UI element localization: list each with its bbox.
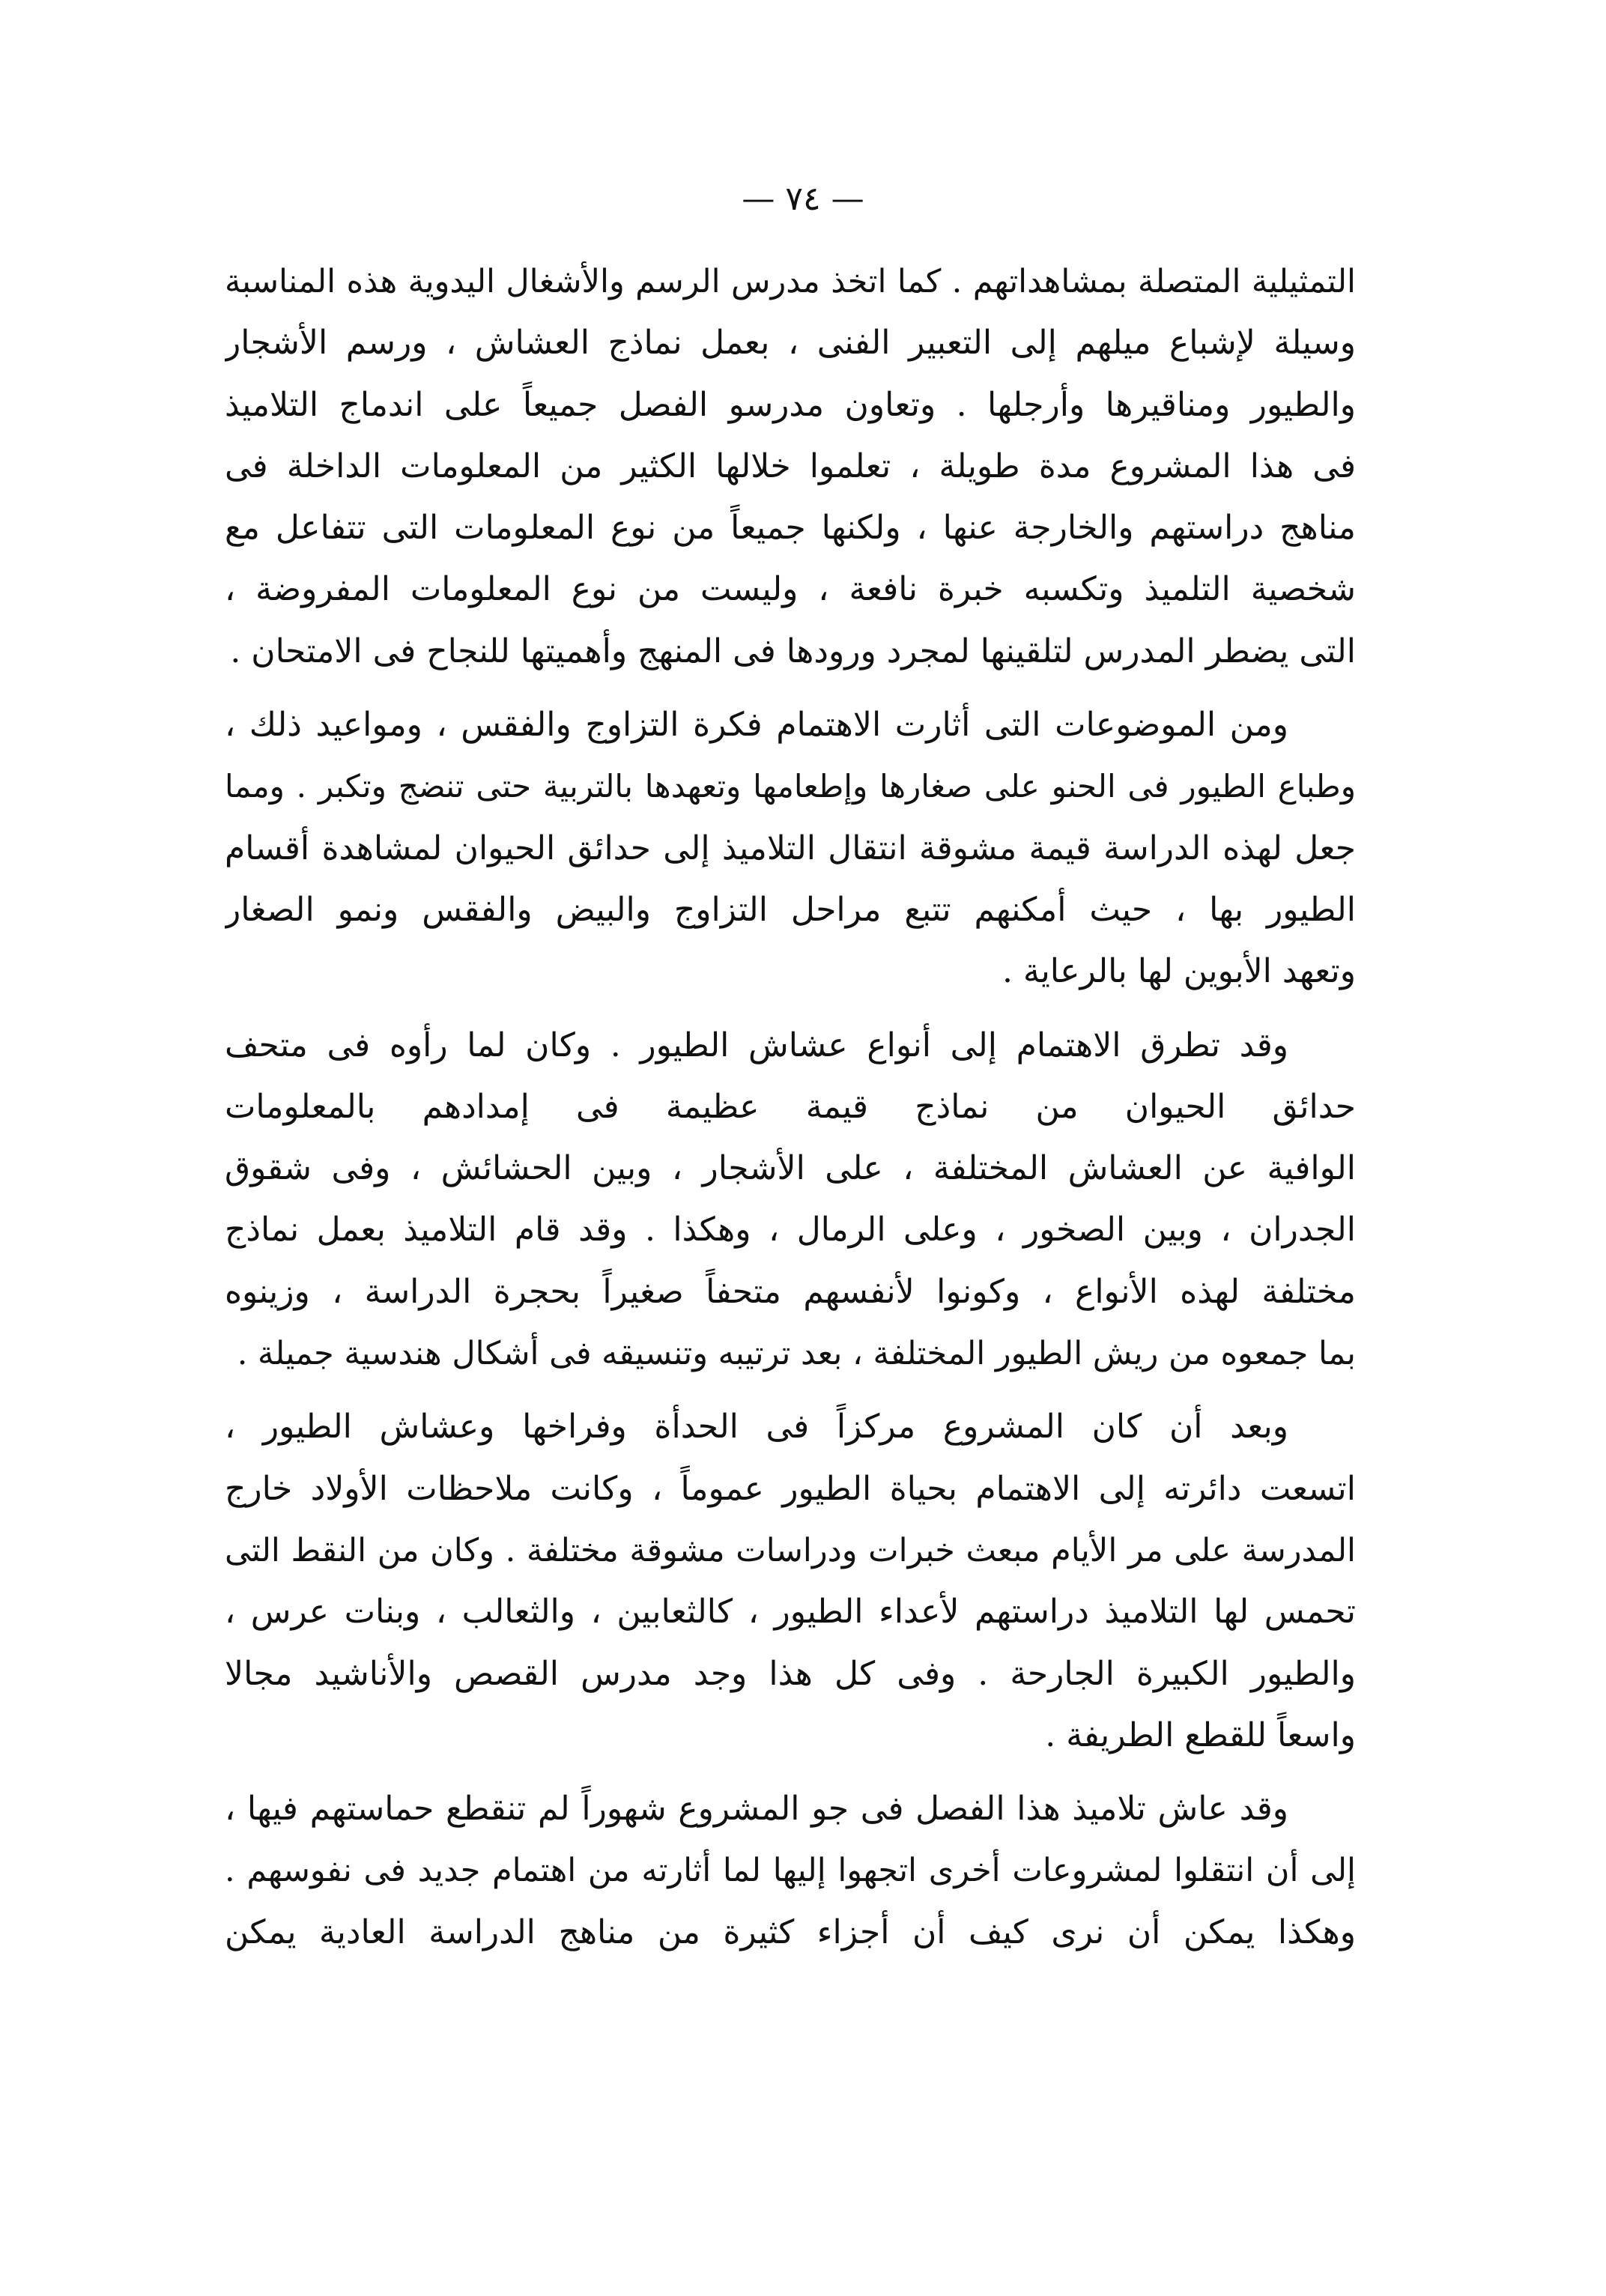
- text-line: التمثيلية المتصلة بمشاهداتهم . كما اتخذ مدرس الرسم والأشغال اليدوية هذه المناسبة: [225, 263, 1356, 300]
- paragraph-2: [225, 694, 1356, 1002]
- text-line: المدرسة على مر الأيام مبعث خبرات ودراسات مشوقة مختلفة . وكان من النقط التى: [225, 1531, 1356, 1569]
- text-line: وتعهد الأبوين لها بالرعاية .: [1002, 952, 1356, 991]
- text-line: التى يضطر المدرس لتلقينها لمجرد ورودها فى المنهج وأهميتها للنجاح فى الامتحان .: [230, 631, 1356, 670]
- text-line: وقد تطرق الاهتمام إلى أنواع عشاش الطيور . وكان لما رأوه فى متحف: [225, 1026, 1288, 1064]
- text-line: والطيور الكبيرة الجارحة . وفى كل هذا وجد مدرس القصص والأناشيد مجالا: [225, 1654, 1356, 1693]
- text-line: ومن الموضوعات التى أثارت الاهتمام فكرة التزاوج والفقس ، ومواعيد ذلك ،: [225, 706, 1288, 745]
- text-line: وطباع الطيور فى الحنو على صغارها وإطعامها وتعهدها بالتربية حتى تنضج وتكبر . ومما: [225, 768, 1356, 805]
- text-line: جعل لهذه الدراسة قيمة مشوقة انتقال التلاميذ إلى حدائق الحيوان لمشاهدة أقسام: [225, 829, 1356, 867]
- text-line: إلى أن انتقلوا لمشروعات أخرى اتجهوا إليها لما أثارته من اهتمام جديد فى نفوسهم .: [225, 1852, 1356, 1890]
- text-line: بما جمعوه من ريش الطيور المختلفة ، بعد ترتيبه وتنسيقه فى أشكال هندسية جميلة .: [237, 1335, 1356, 1373]
- text-line: الوافية عن العشاش المختلفة ، على الأشجار ، وبين الحشائش ، وفى شقوق: [225, 1149, 1356, 1188]
- text-line: مناهج دراستهم والخارجة عنها ، ولكنها جميعاً من نوع المعلومات التى تتفاعل مع: [225, 509, 1356, 548]
- paragraph-5: [225, 1778, 1356, 1963]
- text-line: واسعاً للقطع الطريفة .: [1045, 1715, 1356, 1754]
- paragraph-1: [225, 251, 1356, 682]
- text-line: فى هذا المشروع مدة طويلة ، تعلموا خلالها الكثير من المعلومات الداخلة فى: [225, 446, 1356, 485]
- text-line: اتسعت دائرته إلى الاهتمام بحياة الطيور عموماً ، وكانت ملاحظات الأولاد خارج: [225, 1469, 1356, 1508]
- text-line: حدائق الحيوان من نماذج قيمة عظيمة فى إمدادهم بالمعلومات: [225, 1087, 1356, 1126]
- text-line: تحمس لها التلاميذ دراستهم لأعداء الطيور ، كالثعابين ، والثعالب ، وبنات عرس ،: [225, 1593, 1356, 1632]
- text-line: وسيلة لإشباع ميلهم إلى التعبير الفنى ، بعمل نماذج العشاش ، ورسم الأشجار: [225, 324, 1356, 363]
- text-line: وهكذا يمكن أن نرى كيف أن أجزاء كثيرة من مناهج الدراسة العادية يمكن: [225, 1912, 1356, 1951]
- text-line: شخصية التلميذ وتكسبه خبرة نافعة ، وليست من نوع المعلومات المفروضة ،: [225, 570, 1356, 609]
- page-number: — ٧٤ —: [742, 180, 864, 218]
- text-line: والطيور ومناقيرها وأرجلها . وتعاون مدرسو الفصل جميعاً على اندماج التلاميذ: [225, 385, 1356, 424]
- paragraph-3: [225, 1015, 1356, 1385]
- paragraph-4: [225, 1396, 1356, 1766]
- body-text: [225, 251, 1356, 1963]
- text-line: الجدران ، وبين الصخور ، وعلى الرمال ، وهكذا . وقد قام التلاميذ بعمل نماذج: [225, 1211, 1356, 1250]
- text-line: وبعد أن كان المشروع مركزاً فى الحدأة وفراخها وعشاش الطيور ،: [225, 1408, 1288, 1447]
- text-line: وقد عاش تلاميذ هذا الفصل فى جو المشروع شهوراً لم تنقطع حماستهم فيها ،: [225, 1790, 1288, 1829]
- text-line: مختلفة لهذه الأنواع ، وكونوا لأنفسهم متحفاً صغيراً بحجرة الدراسة ، وزينوه: [225, 1272, 1356, 1311]
- text-line: الطيور بها ، حيث أمكنهم تتبع مراحل التزاوج والبيض والفقس ونمو الصغار: [225, 890, 1356, 929]
